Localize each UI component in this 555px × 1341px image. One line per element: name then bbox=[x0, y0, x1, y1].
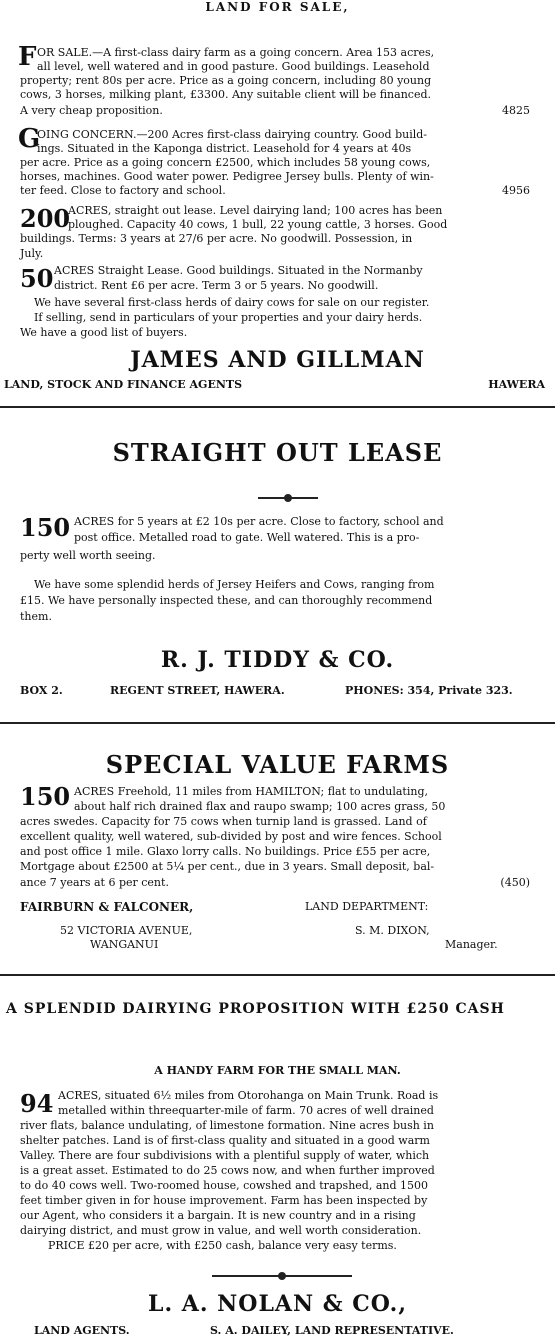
special-line: Mortgage about £2500 at 5¼ per cent., due in 3 years. Small deposit, bal- bbox=[20, 860, 435, 873]
ad2-line: ings. Situated in the Kaponga district. Leasehold for 4 years at 40s bbox=[37, 142, 412, 155]
nolan-representative: S. A. DAILEY, LAND REPRESENTATIVE. bbox=[210, 1324, 454, 1337]
lease-line: ACRES for 5 years at £2 10s per acre. Close to factory, school and bbox=[74, 515, 444, 528]
lease-line: perty well worth seeing. bbox=[20, 549, 156, 562]
lease-para2: them. bbox=[20, 610, 52, 623]
tiddy-box: BOX 2. bbox=[20, 684, 63, 697]
firm-tiddy: R. J. TIDDY & CO. bbox=[160, 647, 395, 673]
ornament-flourish bbox=[258, 497, 318, 499]
dept-title: Manager. bbox=[445, 938, 498, 951]
divider bbox=[0, 406, 555, 408]
splendid-line: Valley. There are four subdivisions with a plentiful supply of water, which bbox=[20, 1149, 430, 1162]
dropcap-g: G bbox=[18, 124, 41, 154]
special-line: ance 7 years at 6 per cent. bbox=[20, 876, 169, 889]
divider bbox=[0, 722, 555, 724]
firm-subtitle: LAND, STOCK AND FINANCE AGENTS bbox=[4, 378, 243, 391]
ad3-line: ACRES, straight out lease. Level dairying land; 100 acres has been bbox=[68, 204, 443, 217]
ad1-line: OR SALE.—A first-class dairy farm as a going concern. Area 153 acres, bbox=[37, 46, 435, 59]
ad4-line: We have a good list of buyers. bbox=[20, 326, 188, 339]
splendid-line: to do 40 cows well. Two-roomed house, cowshed and trapshed, and 1500 bbox=[20, 1179, 428, 1192]
ad4-line: district. Rent £6 per acre. Term 3 or 5 years. No goodwill. bbox=[54, 279, 379, 292]
ad4-line: ACRES Straight Lease. Good buildings. Situated in the Normanby bbox=[54, 264, 423, 277]
nolan-land-agents: LAND AGENTS. bbox=[34, 1324, 130, 1337]
land-department: LAND DEPARTMENT: bbox=[305, 900, 429, 913]
splendid-line: our Agent, who considers it a bargain. It is new country and in a rising bbox=[20, 1209, 416, 1222]
splendid-line: feet timber given in for house improvement. Farm has been inspected by bbox=[20, 1194, 428, 1207]
special-line: and post office 1 mile. Glaxo lorry calls. No buildings. Price £55 per acre, bbox=[20, 845, 431, 858]
divider bbox=[0, 974, 555, 976]
subheading-handy-farm: A HANDY FARM FOR THE SMALL MAN. bbox=[154, 1064, 401, 1077]
ad3-line: ploughed. Capacity 40 cows, 1 bull, 22 young cattle, 3 horses. Good bbox=[68, 218, 448, 231]
dept-name: S. M. DIXON, bbox=[355, 924, 430, 937]
splendid-price: PRICE £20 per acre, with £250 cash, balance very easy terms. bbox=[48, 1239, 397, 1252]
ad2-ref: 4956 bbox=[502, 184, 530, 197]
section-heading-straight-out-lease: STRAIGHT OUT LEASE bbox=[112, 438, 443, 467]
splendid-number: 94 bbox=[20, 1089, 54, 1118]
section-heading-splendid: A SPLENDID DAIRYING PROPOSITION WITH £250 CASH bbox=[6, 1001, 505, 1017]
ad1-line: cows, 3 horses, milking plant, £3300. Any suitable client will be financed. bbox=[20, 88, 431, 101]
splendid-line: dairying district, and must grow in value, and well worth consideration. bbox=[20, 1224, 422, 1237]
ad1-line: A very cheap proposition. bbox=[20, 104, 163, 117]
firm-nolan: L. A. NOLAN & CO., bbox=[148, 1291, 407, 1317]
ad1-line: property; rent 80s per acre. Price as a going concern, including 80 young bbox=[20, 74, 432, 87]
section-heading-land-for-sale: LAND FOR SALE, bbox=[205, 0, 350, 14]
lease-number: 150 bbox=[20, 513, 71, 542]
special-line: excellent quality, well watered, sub-divided by post and wire fences. School bbox=[20, 830, 442, 843]
tiddy-street: REGENT STREET, HAWERA. bbox=[110, 684, 285, 697]
ad3-line: buildings. Terms: 3 years at 27/6 per acre. No goodwill. Possession, in bbox=[20, 232, 413, 245]
ornament-flourish bbox=[212, 1275, 352, 1277]
ad4-number: 50 bbox=[20, 264, 54, 293]
ad4-line: If selling, send in particulars of your properties and your dairy herds. bbox=[34, 311, 423, 324]
special-ref: (450) bbox=[500, 876, 530, 889]
special-line: about half rich drained flax and raupo swamp; 100 acres grass, 50 bbox=[74, 800, 446, 813]
firm-james-gillman: JAMES AND GILLMAN bbox=[130, 347, 425, 373]
ad4-line: We have several first-class herds of dairy cows for sale on our register. bbox=[34, 296, 430, 309]
splendid-line: metalled within threequarter-mile of farm. 70 acres of well drained bbox=[58, 1104, 434, 1117]
special-line: acres swedes. Capacity for 75 cows when turnip land is grassed. Land of bbox=[20, 815, 427, 828]
dropcap-f: F bbox=[18, 42, 37, 72]
ad3-number: 200 bbox=[20, 204, 71, 233]
ad2-line: per acre. Price as a going concern £2500, which includes 58 young cows, bbox=[20, 156, 431, 169]
firm-fairburn: FAIRBURN & FALCONER, bbox=[20, 900, 194, 914]
section-heading-special-value: SPECIAL VALUE FARMS bbox=[105, 750, 450, 779]
ad2-line: horses, machines. Good water power. Pedigree Jersey bulls. Plenty of win- bbox=[20, 170, 434, 183]
firm-town: HAWERA bbox=[488, 378, 545, 391]
ad2-line: ter feed. Close to factory and school. bbox=[20, 184, 226, 197]
ad1-line: all level, well watered and in good pasture. Good buildings. Leasehold bbox=[37, 60, 430, 73]
splendid-line: ACRES, situated 6½ miles from Otorohanga on Main Trunk. Road is bbox=[58, 1089, 439, 1102]
ad2-line: OING CONCERN.—200 Acres first-class dairying country. Good build- bbox=[37, 128, 427, 141]
ad1-ref: 4825 bbox=[502, 104, 530, 117]
splendid-line: is a great asset. Estimated to do 25 cows now, and when further improved bbox=[20, 1164, 435, 1177]
tiddy-phones: PHONES: 354, Private 323. bbox=[345, 684, 513, 697]
lease-para2: £15. We have personally inspected these, and can thoroughly recommend bbox=[20, 594, 433, 607]
special-number: 150 bbox=[20, 782, 71, 811]
fairburn-address: 52 VICTORIA AVENUE, bbox=[60, 924, 193, 937]
ad3-line: July. bbox=[20, 247, 44, 260]
special-line: ACRES Freehold, 11 miles from HAMILTON; flat to undulating, bbox=[74, 785, 428, 798]
lease-para2: We have some splendid herds of Jersey Heifers and Cows, ranging from bbox=[34, 578, 435, 591]
splendid-line: river flats, balance undulating, of limestone formation. Nine acres bush in bbox=[20, 1119, 434, 1132]
splendid-line: shelter patches. Land is of first-class quality and situated in a good warm bbox=[20, 1134, 430, 1147]
lease-line: post office. Metalled road to gate. Well watered. This is a pro- bbox=[74, 531, 420, 544]
fairburn-town: WANGANUI bbox=[90, 938, 159, 951]
